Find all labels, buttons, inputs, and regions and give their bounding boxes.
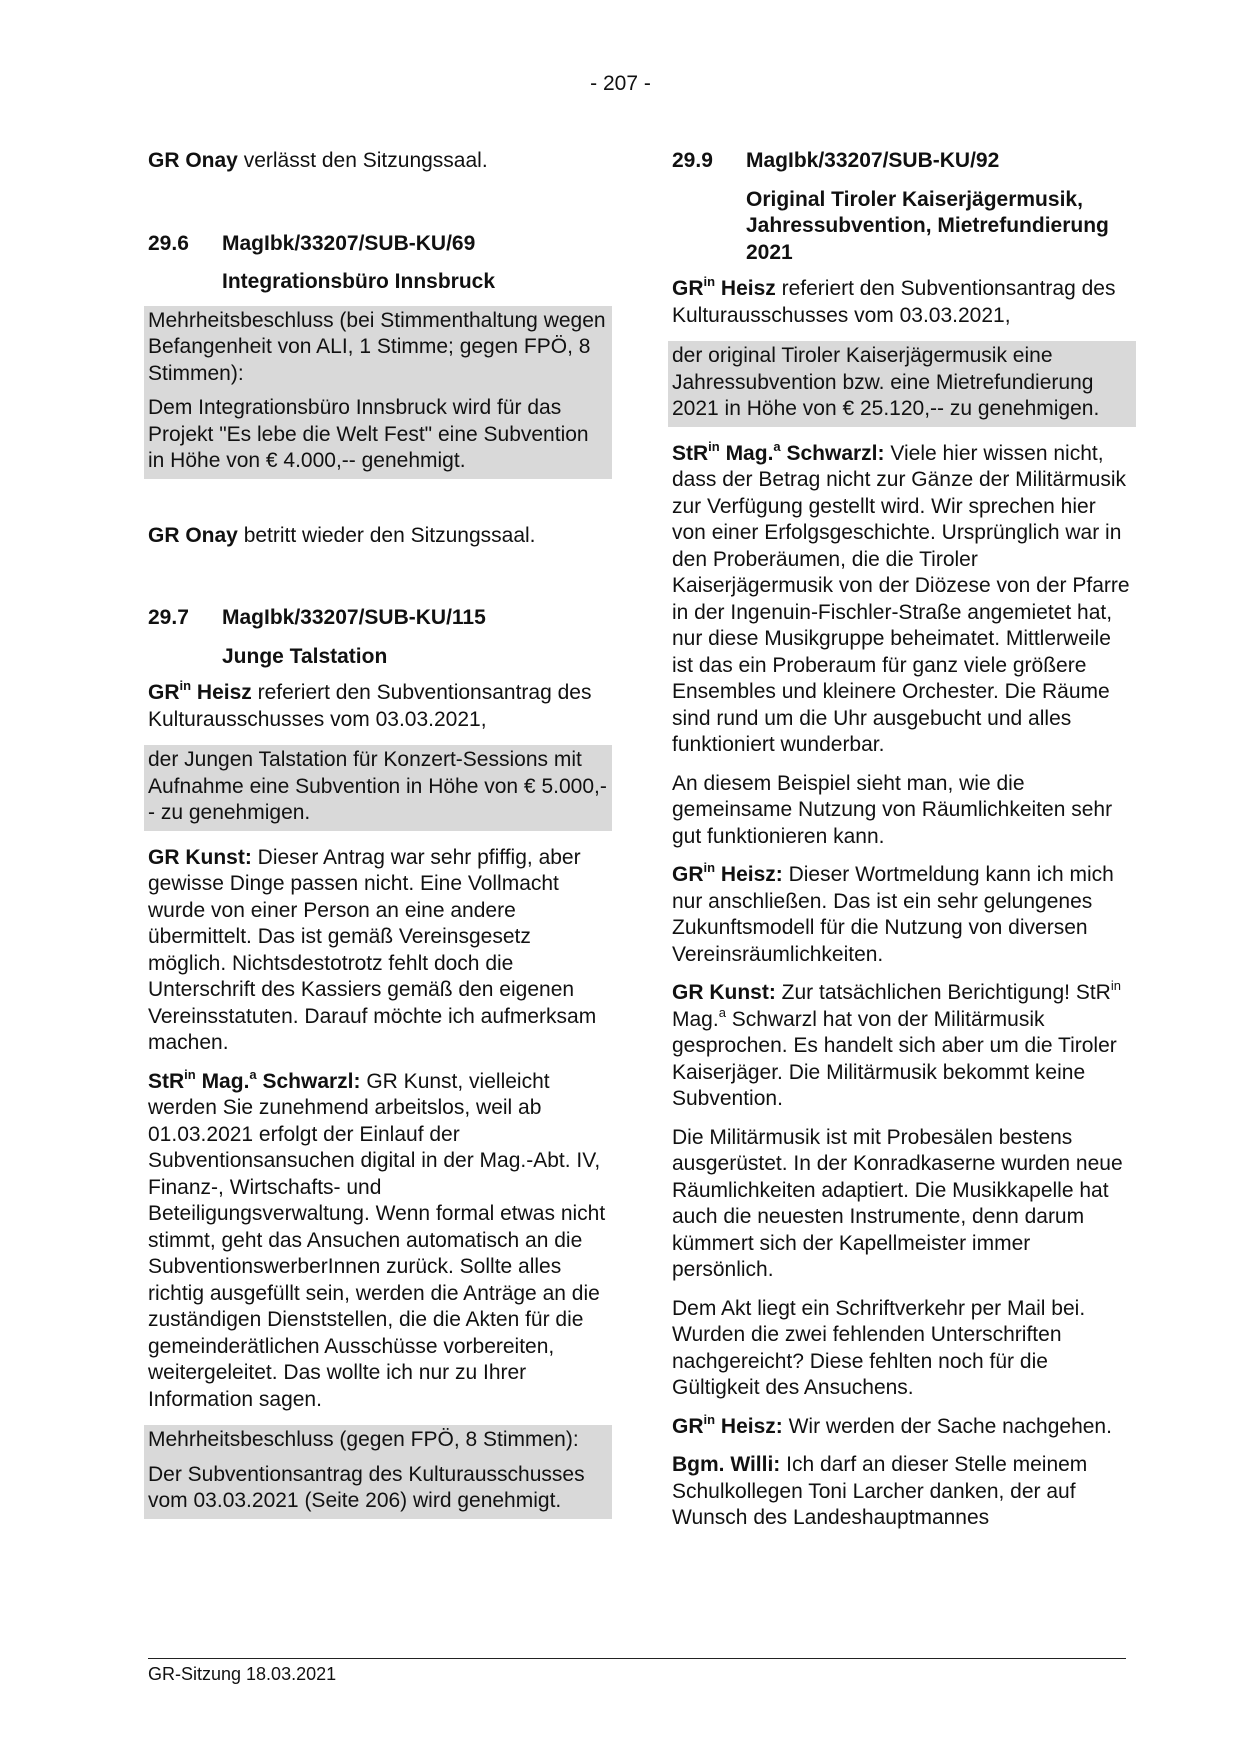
section-reference: MagIbk/33207/SUB-KU/92 [746, 149, 1000, 172]
section-title: Original Tiroler Kaiserjägermusik, Jahressubvention, Mietrefundierung 2021 [746, 187, 1109, 264]
section-29-6-heading [148, 231, 608, 258]
section-title: Integrationsbüro Innsbruck [222, 270, 496, 293]
speaker-paragraph: Bgm. Willi: Ich darf an dieser Stelle meinem Schulkollegen Toni Larcher danken, der auf Wunsch des Landeshauptmannes [672, 1453, 1088, 1529]
paragraph: Dem Akt liegt ein Schriftverkehr per Mail bei. Wurden die zwei fehlenden Unterschriften nachgereicht? Diese fehlten noch für die Gültigkeit des Ansuchens. [672, 1296, 1086, 1399]
speaker-paragraph: GR Kunst: Zur tatsächlichen Berichtigung! StR$^{in}$ Mag.$^a$ Schwarzl hat von der Militärmusik gesprochen. Es handelt sich aber um die Tiroler Kaiserjäger. Die Militärmusik bekommt keine Subvention. [672, 978, 1121, 1110]
section-number: 29.9 [672, 149, 713, 172]
paragraph: An diesem Beispiel sieht man, wie die gemeinsame Nutzung von Räumlichkeiten sehr gut funktionieren kann. [672, 771, 1113, 848]
left-column [148, 148, 608, 1533]
onay-returns: GR Onay betritt wieder den Sitzungssaal. [148, 523, 536, 547]
decision-box [144, 306, 612, 479]
motion-text: der original Tiroler Kaiserjägermusik eine Jahressubvention bzw. eine Mietrefundierung 2021 in Höhe von € 25.120,-- zu genehmigen. [672, 344, 1100, 420]
motion-text: der Jungen Talstation für Konzert-Sessions mit Aufnahme eine Subvention in Höhe von € 5.000,-- zu genehmigen. [148, 748, 607, 824]
section-number: 29.6 [148, 231, 189, 255]
section-29-7-heading [148, 605, 608, 632]
paragraph: Die Militärmusik ist mit Probesälen bestens ausgerüstet. In der Konradkaserne wurden neue Räumlichkeiten adaptiert. Die Musikkapelle hat auch die neuesten Instrumente, denn darum kümmert sich der Kapellmeister immer persönlich. [672, 1125, 1123, 1281]
section-29-9-heading [672, 148, 1132, 175]
decision-text: Mehrheitsbeschluss (bei Stimmenthaltung wegen Befangenheit von ALI, 1 Stimme; gegen FPÖ, 8 Stimmen): [148, 308, 606, 385]
page-number: - 207 - [590, 72, 651, 95]
speaker-paragraph: StR$^{in}$ Mag.$^a$ Schwarzl: GR Kunst, vielleicht werden Sie zunehmend arbeitslos, weil ab 01.03.2021 erfolgt der Einlauf der Subventionsansuchen digital in der Mag.-Abt. IV, Finanz-, Wirtschafts- und Beteiligungsverwaltung. Wenn formal etwas nicht stimmt, geht das Ansuchen automatisch an die SubventionswerberInnen zurück. Sollte alles richtig ausgefüllt sein, werden die Anträge an die zuständigen Dienststellen, die die Akten für die gemeinderätlichen Ausschüsse vorbereiten, weitergeleitet. Das wollte ich nur zu Ihrer Information sagen. [148, 1066, 606, 1411]
motion-box [144, 745, 612, 831]
speaker-paragraph: $GR^{in}$ Heisz: Wir werden der Sache nachgehen. [672, 1411, 1112, 1438]
speaker-paragraph: $GR^{in}$ Heisz: Dieser Wortmeldung kann ich mich nur anschließen. Das ist ein sehr gelungenes Zukunftsmodell für die Nutzung von diversen Vereinsräumlichkeiten. [672, 860, 1114, 966]
resolution-text: Dem Integrationsbüro Innsbruck wird für das Projekt "Es lebe die Welt Fest" eine Subvention in Höhe von € 4.000,-- genehmigt. [148, 396, 589, 472]
onay-leaves: GR Onay verlässt den Sitzungssaal. [148, 149, 488, 172]
decision-text: Mehrheitsbeschluss (gegen FPÖ, 8 Stimmen): [148, 1428, 579, 1451]
resolution-text: Der Subventionsantrag des Kulturausschusses vom 03.03.2021 (Seite 206) wird genehmigt. [148, 1462, 585, 1512]
section-reference: MagIbk/33207/SUB-KU/115 [222, 606, 486, 629]
section-number: 29.7 [148, 606, 189, 629]
speaker-paragraph: GR Kunst: Dieser Antrag war sehr pfiffig, aber gewisse Dinge passen nicht. Eine Vollmacht wurde von einer Person an eine andere übermittelt. Das ist gemäß Vereinsgesetz möglich. Nichtsdestotrotz fehlt doch die Unterschrift des Kassiers gemäß den eigenen Vereinsstatuten. Darauf möchte ich aufmerksam machen. [148, 845, 597, 1054]
speaker-paragraph: $GR^{in}$ Heisz referiert den Subventionsantrag des Kulturausschusses vom 03.03.2021, [148, 678, 592, 731]
motion-box [668, 341, 1136, 427]
right-column [672, 148, 1132, 1544]
decision-box [144, 1425, 612, 1519]
speaker-paragraph: $GR^{in}$ Heisz referiert den Subventionsantrag des Kulturausschusses vom 03.03.2021, [672, 274, 1116, 327]
section-reference: MagIbk/33207/SUB-KU/69 [222, 231, 476, 255]
footer-text: GR-Sitzung 18.03.2021 [148, 1664, 337, 1684]
section-title: Junge Talstation [222, 644, 388, 668]
footer-divider [148, 1658, 1126, 1659]
speaker-paragraph: StR$^{in}$ Mag.$^a$ Schwarzl: Viele hier wissen nicht, dass der Betrag nicht zur Gänze der Militärmusik zur Verfügung gestellt wird. Wir sprechen hier von einer Erfolgsgeschichte. Ursprünglich war in den Proberäumen, die die Tiroler Kaiserjägermusik von der Diözese von der Pfarre in der Ingenuin-Fischler-Straße angemietet hat, nur diese Musikgruppe beheimatet. Mittlerweile ist das ein Proberaum für ganz viele größere Ensembles und kleinere Orchester. Die Räume sind rund um die Uhr ausgebucht und alles funktioniert wunderbar. [672, 438, 1130, 756]
